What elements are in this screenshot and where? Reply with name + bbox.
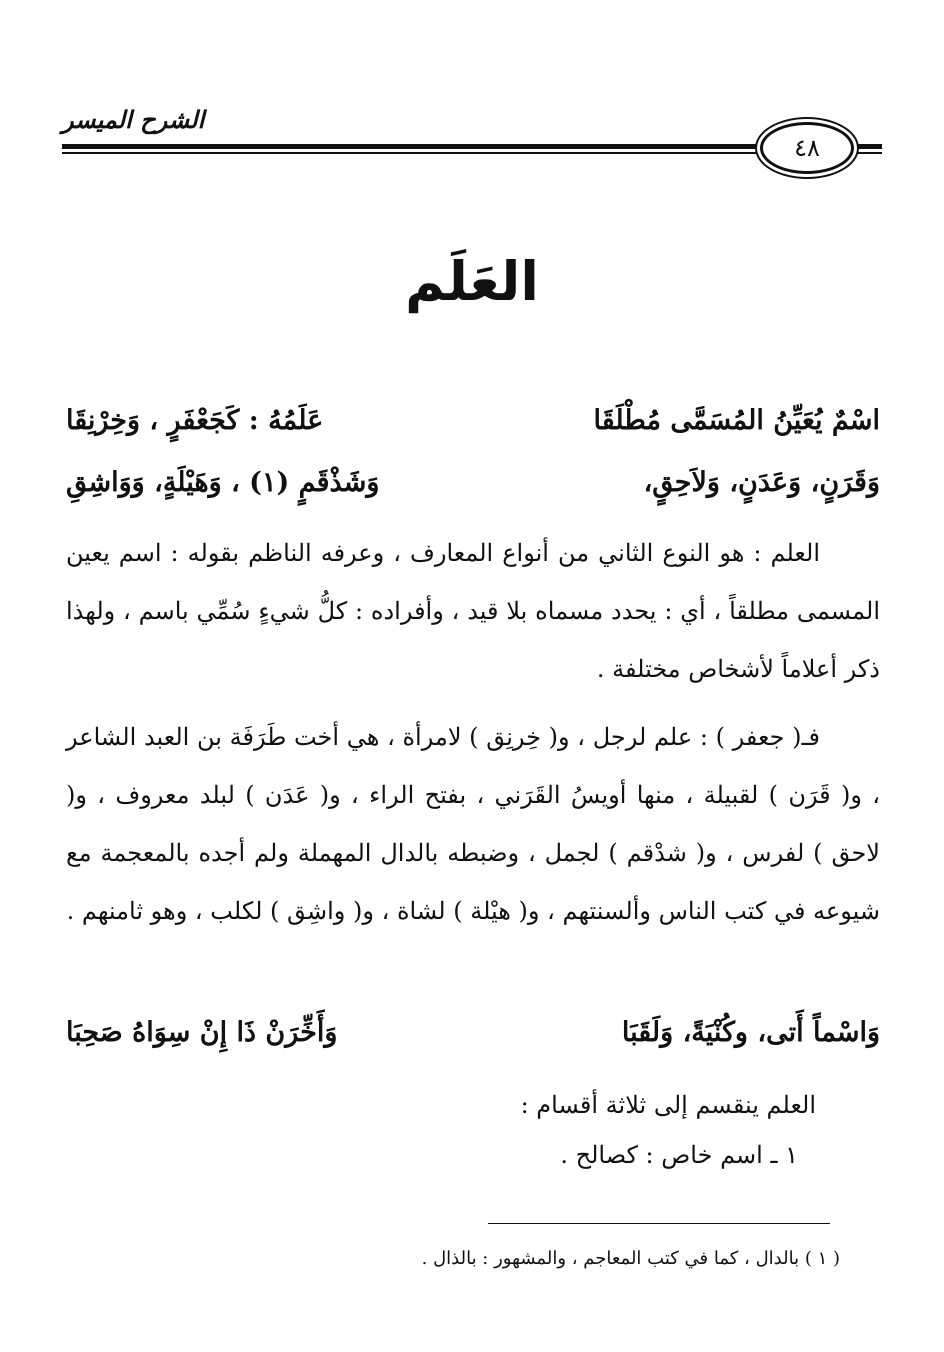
verse-line-2	[66, 460, 880, 504]
page-number-badge	[760, 122, 854, 174]
paragraph-examples: فـ( جعفر ) : علم لرجل ، و( خِرنِق ) لامرأة ، هي أخت طَرَفَة بن العبد الشاعر ، و( قَرَن ) لقبيلة ، منها أويسُ القَرَني ، بفتح الراء ، و( عَدَن ) لبلد معروف ، و( لاحق ) لفرس ، و( شدْقم ) لجمل ، وضبطه بالدال المهملة ولم أجده بالمعجمة مع شيوعه في كتب الناس وألسنتهم ، و( هيْلة ) لشاة ، و( واشِق ) لكلب ، وهو ثامنهم .	[66, 723, 880, 925]
verse-2-first-hemistich: وَقَرَنٍ، وَعَدَنٍ، وَلاَحِقٍ،	[643, 466, 880, 498]
verse-2-second-hemistich: وَشَذْقَمٍ (١) ، وَهَيْلَةٍ، وَوَاشِقِ	[66, 466, 380, 498]
verse-1-first-hemistich: اسْمٌ يُعَيِّنُ المُسَمَّى مُطْلَقَا	[593, 404, 880, 436]
division-list	[66, 1080, 816, 1180]
footnote-separator	[488, 1223, 830, 1224]
verse-line-3	[66, 1010, 880, 1054]
header-rule-thin	[62, 152, 772, 154]
verse-1-second-hemistich: عَلَمُهُ : كَجَعْفَرٍ ، وَخِرْنِقَا	[66, 404, 324, 436]
chapter-title: العَلَم	[405, 250, 539, 313]
list-item: ١ ـ اسم خاص : كصالح .	[560, 1141, 798, 1169]
paragraph-definition: العلم : هو النوع الثاني من أنواع المعارف ، وعرفه الناظم بقوله : اسم يعين المسمى مطلقاً ، أي : يحدد مسماه بلا قيد ، وأفراده : كلُّ شيءٍ سُمِّي باسم ، ولهذا ذكر أعلاماً لأشخاص مختلفة .	[66, 539, 880, 683]
verse-3-second-hemistich: وَأَخِّرَنْ ذَا إِنْ سِوَاهُ صَحِبَا	[66, 1016, 338, 1048]
page-number: ٤٨	[794, 134, 820, 162]
verse-line-1	[66, 398, 880, 442]
footnote: ( ١ ) بالدال ، كما في كتب المعاجم ، والمشهور : بالذال .	[421, 1248, 840, 1269]
list-intro: العلم ينقسم إلى ثلاثة أقسام :	[520, 1091, 816, 1119]
running-title: الشرح الميسر	[62, 106, 205, 134]
page-header	[62, 96, 882, 176]
verse-3-first-hemistich: وَاسْماً أَتى، وكُنْيَةً، وَلَقَبَا	[621, 1016, 880, 1048]
header-rule	[62, 144, 772, 149]
